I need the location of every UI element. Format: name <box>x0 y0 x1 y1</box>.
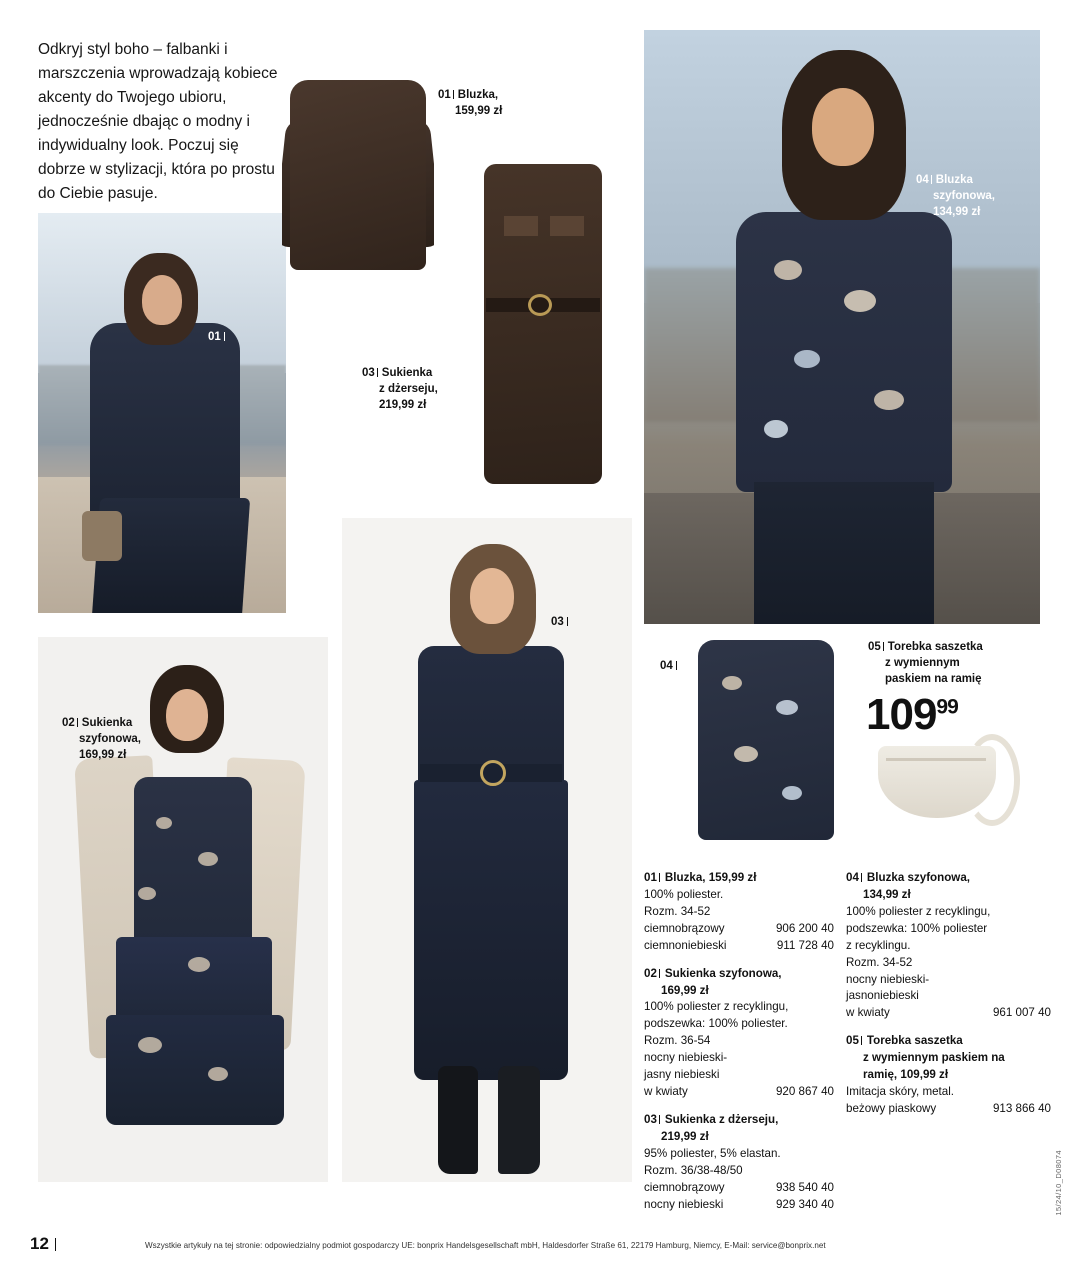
variant-color: jasnoniebieski <box>846 989 919 1003</box>
variant-color: w kwiaty <box>846 1006 890 1020</box>
legal-text: Wszystkie artykuły na tej stronie: odpowiedzialny podmiot gospodarczy UE: bonprix Handelsgesellschaft mbH, Haldesdorfer Straße 61, 22179 Hamburg, Niemcy, E-Mail: service@bonprix.net <box>145 1241 826 1250</box>
callout-05-line1: Torebka saszetka <box>887 641 983 653</box>
product-detail-block <box>644 1112 834 1214</box>
variant-color: jasny niebieski <box>644 1068 720 1082</box>
product-detail-block <box>644 870 834 955</box>
price-main: 109 <box>866 690 937 739</box>
photo-model-04 <box>644 30 1040 624</box>
product-still-bag-05 <box>868 728 1026 846</box>
detail-heading <box>644 966 834 983</box>
callout-04-line3: 134,99 zł <box>933 205 981 218</box>
detail-line: 100% poliester. <box>644 887 724 901</box>
detail-heading <box>644 870 834 887</box>
variant-color: ciemnobrązowy <box>644 921 725 935</box>
photo-model-01 <box>38 213 286 613</box>
detail-variant-row <box>644 921 834 938</box>
detail-title: Sukienka z dżerseju, <box>664 1112 779 1126</box>
callout-02-number: 02 <box>62 717 75 729</box>
detail-variant-row <box>644 938 834 955</box>
detail-line: 100% poliester z recyklingu, <box>846 904 991 918</box>
detail-title: Sukienka szyfonowa, <box>664 966 782 980</box>
detail-variant-row <box>846 1005 1051 1022</box>
page-number <box>30 1234 56 1254</box>
detail-variant-row <box>846 1101 1051 1118</box>
product-detail-block <box>846 870 1051 1022</box>
callout-04-line1: Bluzka <box>935 174 973 186</box>
callout-05-number: 05 <box>868 641 881 653</box>
callout-02-line2: szyfonowa, <box>79 732 141 745</box>
price-cents: 99 <box>936 695 958 719</box>
variant-color: ciemnoniebieski <box>644 938 727 952</box>
callout-03-line2: z dżerseju, <box>379 382 438 395</box>
callout-03 <box>362 366 438 414</box>
detail-title-cont: 134,99 zł <box>863 887 911 901</box>
variant-code: 913 866 40 <box>992 1101 1051 1115</box>
callout-05-line2: z wymiennym <box>885 656 960 669</box>
callout-04 <box>916 173 995 221</box>
detail-line: z recyklingu. <box>846 938 911 952</box>
detail-number: 01 <box>644 871 657 884</box>
detail-heading <box>846 1033 1051 1050</box>
detail-number: 02 <box>644 966 657 980</box>
callout-03-number: 03 <box>362 367 375 379</box>
callout-02-line3: 169,99 zł <box>79 748 127 761</box>
variant-code: 938 540 40 <box>775 1180 834 1194</box>
detail-variant-row <box>644 1067 834 1084</box>
detail-line: Rozm. 34-52 <box>644 904 711 918</box>
callout-01-line1: Bluzka, <box>457 89 499 101</box>
product-details-left-column <box>644 870 834 1225</box>
variant-code: 911 728 40 <box>776 938 834 952</box>
page-number-value: 12 <box>30 1234 49 1253</box>
detail-title-cont: 169,99 zł <box>661 983 709 997</box>
tag-01-number: 01 <box>208 331 221 343</box>
detail-variant-row <box>644 1050 834 1067</box>
photo-model-03 <box>342 518 632 1182</box>
detail-line: Imitacja skóry, metal. <box>846 1085 955 1099</box>
detail-number: 05 <box>846 1034 859 1048</box>
callout-03-line3: 219,99 zł <box>379 398 427 411</box>
detail-heading <box>644 1112 834 1129</box>
detail-line: 95% poliester, 5% elastan. <box>644 1146 781 1160</box>
callout-03-line1: Sukienka <box>381 367 433 379</box>
callout-05 <box>868 640 1038 688</box>
callout-04-line2: szyfonowa, <box>933 189 995 202</box>
detail-line: podszewka: 100% poliester. <box>644 1017 788 1031</box>
product-still-blouse-01 <box>282 72 434 282</box>
detail-line: podszewka: 100% poliester <box>846 921 988 935</box>
detail-title: Bluzka, 159,99 zł <box>664 871 757 884</box>
detail-variant-row <box>644 1180 834 1197</box>
detail-variant-row <box>846 988 1051 1005</box>
print-code: 15/24/10_D08074 <box>1054 1150 1063 1216</box>
product-still-dress-03 <box>470 158 615 488</box>
detail-title-cont: 219,99 zł <box>661 1129 709 1143</box>
detail-line: 100% poliester z recyklingu, <box>644 1000 789 1014</box>
price-highlight <box>866 690 958 740</box>
variant-color: beżowy piaskowy <box>846 1101 937 1115</box>
variant-code: 920 867 40 <box>775 1085 834 1099</box>
callout-04-number: 04 <box>916 174 929 186</box>
detail-title-cont: ramię, 109,99 zł <box>863 1068 949 1082</box>
variant-color: nocny niebieski <box>644 1197 724 1211</box>
callout-01-number: 01 <box>438 89 451 101</box>
variant-color: nocny niebieski- <box>644 1051 728 1065</box>
variant-color: nocny niebieski- <box>846 972 930 986</box>
callout-05-line3: paskiem na ramię <box>885 672 982 685</box>
detail-variant-row <box>846 972 1051 989</box>
detail-number: 03 <box>644 1112 657 1126</box>
intro-paragraph: Odkryj styl boho – falbanki i marszczenia wprowadzają kobiece akcenty do Twojego ubioru, jednocześnie dbając o modny i indywidualny look. Poczuj się dobrze w stylizacji, która po prostu do Ciebie pasuje. <box>38 41 278 203</box>
product-still-blouse-04 <box>682 636 850 848</box>
detail-line: Rozm. 36-54 <box>644 1034 711 1048</box>
variant-color: w kwiaty <box>644 1085 688 1099</box>
variant-code: 961 007 40 <box>992 1006 1051 1020</box>
callout-02 <box>62 716 141 764</box>
detail-variant-row <box>644 1197 834 1214</box>
variant-code: 906 200 40 <box>775 921 834 935</box>
detail-title-cont: z wymiennym paskiem na <box>863 1051 1005 1065</box>
variant-code: 929 340 40 <box>775 1197 834 1211</box>
detail-line: Rozm. 34-52 <box>846 955 913 969</box>
detail-heading <box>846 870 1051 887</box>
tag-03-number: 03 <box>551 616 564 628</box>
detail-variant-row <box>644 1084 834 1101</box>
page-footer <box>0 1218 1077 1280</box>
photo-tag-04 <box>660 660 679 672</box>
product-detail-block <box>644 966 834 1101</box>
detail-title: Torebka saszetka <box>866 1034 963 1048</box>
tag-04-number: 04 <box>660 660 673 672</box>
detail-number: 04 <box>846 871 859 884</box>
callout-01 <box>438 88 502 120</box>
photo-tag-01 <box>208 331 227 343</box>
detail-line: Rozm. 36/38-48/50 <box>644 1163 743 1177</box>
photo-tag-03 <box>551 616 570 628</box>
product-detail-block <box>846 1033 1051 1118</box>
callout-01-line2: 159,99 zł <box>455 104 503 117</box>
product-details-right-column <box>846 870 1051 1129</box>
callout-02-line1: Sukienka <box>81 717 133 729</box>
variant-color: ciemnobrązowy <box>644 1180 725 1194</box>
detail-title: Bluzka szyfonowa, <box>866 871 970 884</box>
